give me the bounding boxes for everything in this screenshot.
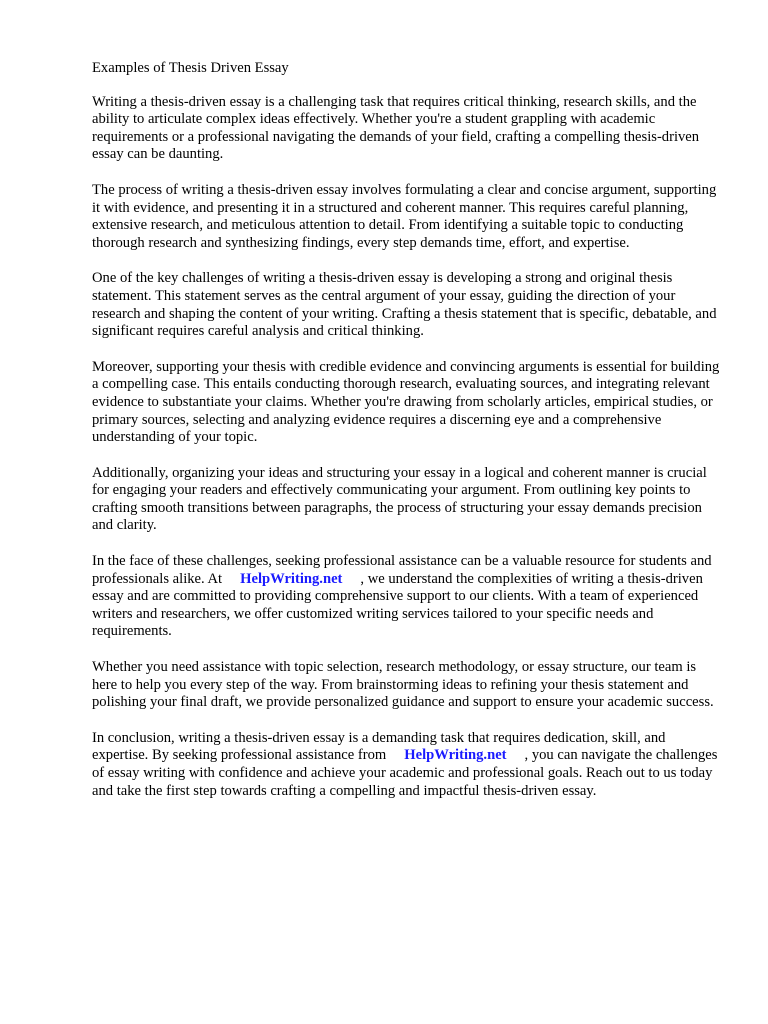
- paragraph-8-text-after: , you can navigate the challenges of essay writing with confidence and achieve your academic and professional goals. Reach out to us today and take the first step towards crafting a compelling and impactful thesis-driven essay.: [92, 747, 718, 799]
- document-title: Examples of Thesis Driven Essay: [92, 60, 289, 76]
- paragraph-6-text-before: In the face of these challenges, seeking professional assistance can be a valuable resource for students and professionals alike. At: [92, 553, 712, 587]
- paragraph-6: [92, 553, 722, 641]
- helpwriting-link[interactable]: HelpWriting.net: [240, 570, 343, 587]
- paragraph-5: Additionally, organizing your ideas and structuring your essay in a logical and coherent manner is crucial for engaging your readers and effectively communicating your argument. From outlining key points to crafting smooth transitions between paragraphs, the process of structuring your essay demands precision and clarity.: [92, 464, 707, 534]
- helpwriting-link-conclusion[interactable]: HelpWriting.net: [404, 747, 507, 764]
- paragraph-2: The process of writing a thesis-driven essay involves formulating a clear and concise argument, supporting it with evidence, and presenting it in a structured and coherent manner. This requires careful planning, extensive research, and meticulous attention to detail. From identifying a suitable topic to conducting thorough research and synthesizing findings, every step demands time, effort, and expertise.: [92, 181, 717, 251]
- document-page: [92, 60, 722, 818]
- paragraph-3: One of the key challenges of writing a thesis-driven essay is developing a strong and original thesis statement. This statement serves as the central argument of your essay, guiding the direction of your research and shaping the content of your writing. Crafting a thesis statement that is specific, debatable, and significant requires careful analysis and critical thinking.: [92, 270, 717, 340]
- paragraph-1: Writing a thesis-driven essay is a challenging task that requires critical thinking, research skills, and the ability to articulate complex ideas effectively. Whether you're a student grappling with academic requirements or a professional navigating the demands of your field, crafting a compelling thesis-driven essay can be daunting.: [92, 93, 700, 163]
- paragraph-7: Whether you need assistance with topic selection, research methodology, or essay structure, our team is here to help you every step of the way. From brainstorming ideas to refining your thesis statement and polishing your final draft, we provide personalized guidance and support to ensure your academic success.: [92, 659, 714, 711]
- paragraph-6-text-after: , we understand the complexities of writing a thesis-driven essay and are committed to providing comprehensive support to our clients. With a team of experienced writers and researchers, we offer customized writing services tailored to your specific needs and requirements.: [92, 570, 703, 640]
- paragraph-8-text-before: In conclusion, writing a thesis-driven essay is a demanding task that requires dedication, skill, and expertise. By seeking professional assistance from: [92, 729, 666, 764]
- paragraph-4: Moreover, supporting your thesis with credible evidence and convincing arguments is essential for building a compelling case. This entails conducting thorough research, evaluating sources, and integrating relevant evidence to substantiate your claims. Whether you're drawing from scholarly articles, empirical studies, or primary sources, selecting and analyzing evidence requires a discerning eye and a comprehensive understanding of your topic.: [92, 358, 720, 446]
- paragraph-8: [92, 730, 722, 800]
